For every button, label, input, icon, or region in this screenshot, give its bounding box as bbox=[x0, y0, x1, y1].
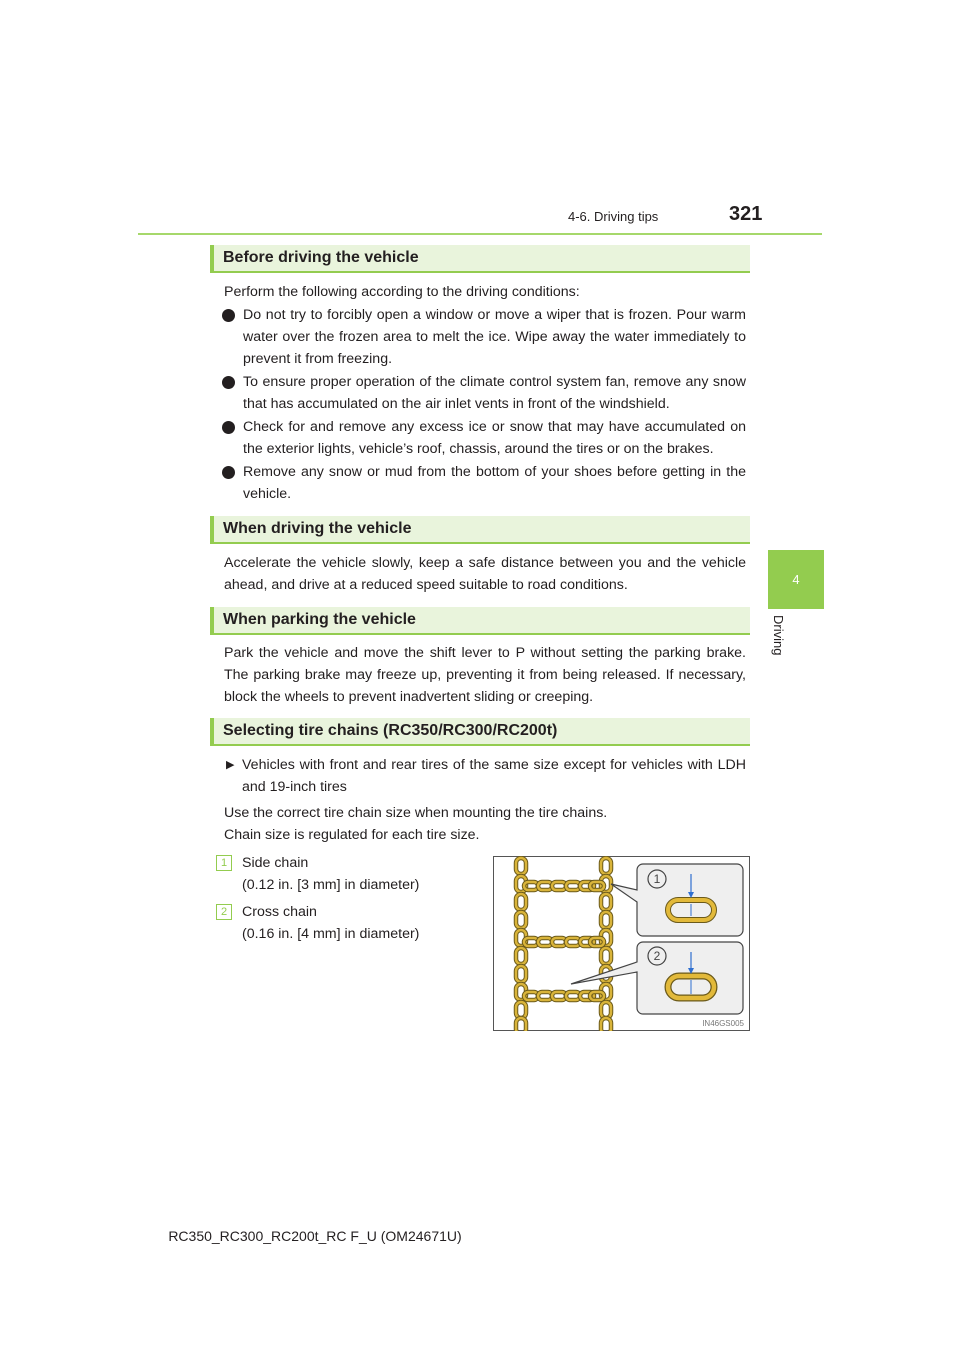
document-footer: RC350_RC300_RC200t_RC F_U (OM24671U) bbox=[168, 1228, 462, 1244]
item-name: Cross chain bbox=[242, 904, 317, 920]
header-rule bbox=[138, 233, 822, 235]
chapter-label-text: Driving bbox=[771, 615, 786, 656]
parking-body: Park the vehicle and move the shift lever to P without setting the parking brake. The parking brake may freeze up, preventing it from being released. If necessary, block the wheels to prevent inadvertent sliding or creeping. bbox=[224, 645, 746, 705]
bullet-text: Check for and remove any excess ice or snow that may have accumulated on the exterior lights, vehicle’s roof, chassis, around the tires or on the brakes. bbox=[243, 419, 746, 457]
bullet-text: Remove any snow or mud from the bottom of your shoes before getting in the vehicle. bbox=[243, 464, 746, 502]
bullet-icon bbox=[222, 466, 235, 479]
section-heading-tire-chains bbox=[210, 718, 750, 746]
page-number: 321 bbox=[729, 203, 763, 225]
chains-body-line-1: Use the correct tire chain size when mounting the tire chains. bbox=[224, 805, 608, 821]
section-title: When parking the vehicle bbox=[223, 611, 416, 628]
section-title: Before driving the vehicle bbox=[223, 249, 419, 266]
bullet-icon bbox=[222, 309, 235, 322]
bullet-icon bbox=[222, 376, 235, 389]
item-name: Side chain bbox=[242, 855, 309, 871]
chapter-number: 4 bbox=[792, 572, 800, 587]
running-header-section: 4-6. Driving tips bbox=[568, 209, 659, 224]
chapter-label bbox=[770, 615, 788, 675]
driving-body: Accelerate the vehicle slowly, keep a safe distance between you and the vehicle ahead, and drive at a reduced speed suitable to road conditions. bbox=[224, 555, 746, 593]
item-number-badge: 1 bbox=[216, 855, 232, 871]
triangle-bullet-icon: ▶ bbox=[226, 759, 235, 771]
section-heading-when-driving bbox=[210, 516, 750, 544]
section-heading-before-driving bbox=[210, 245, 750, 273]
bullet-text: Do not try to forcibly open a window or move a wiper that is frozen. Pour warm water over the frozen area to melt the ice. Wipe away the water immediately to prevent it from freezing. bbox=[243, 307, 746, 367]
figure-callout-2: 2 bbox=[653, 949, 661, 963]
chapter-tab bbox=[768, 550, 824, 609]
item-number-badge: 2 bbox=[216, 904, 232, 920]
chains-note: Vehicles with front and rear tires of the same size except for vehicles with LDH and 19-inch tires bbox=[242, 757, 746, 795]
figure-code: IN46GS005 bbox=[702, 1019, 744, 1028]
before-intro: Perform the following according to the driving conditions: bbox=[224, 284, 580, 300]
chains-body-line-2: Chain size is regulated for each tire size. bbox=[224, 827, 480, 843]
tire-chain-illustration bbox=[493, 856, 750, 1031]
section-title: Selecting tire chains (RC350/RC300/RC200t) bbox=[223, 722, 558, 739]
bullet-icon bbox=[222, 421, 235, 434]
section-heading-when-parking bbox=[210, 607, 750, 635]
figure-callout-1: 1 bbox=[653, 872, 661, 886]
item-detail: (0.12 in. [3 mm] in diameter) bbox=[242, 877, 420, 893]
item-detail: (0.16 in. [4 mm] in diameter) bbox=[242, 926, 420, 942]
bullet-text: To ensure proper operation of the climate control system fan, remove any snow that has accumulated on the air inlet vents in front of the windshield. bbox=[243, 374, 746, 412]
section-title: When driving the vehicle bbox=[223, 520, 412, 537]
